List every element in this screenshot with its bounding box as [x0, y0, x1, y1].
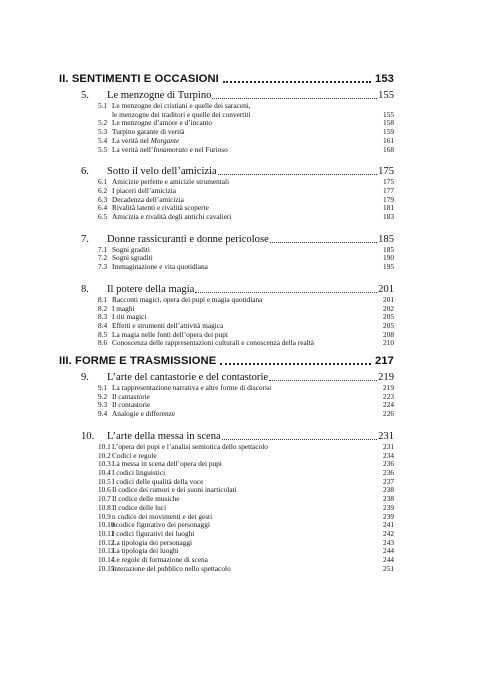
chapter-page: 201: [378, 283, 394, 295]
section-page: 190: [383, 253, 394, 263]
part-title: II. SENTIMENTI E OCCASIONI: [59, 73, 219, 85]
section-entry: [59, 178, 394, 187]
section-number: 5.1: [98, 101, 108, 110]
section-title: Le menzogne d’amore e d’incanto: [112, 119, 213, 128]
section-title: Interazione del pubblico nello spettacolo: [112, 564, 231, 573]
section-entry: [59, 263, 394, 272]
section-number: 10.6: [98, 485, 111, 495]
italic-work-title: Innamorato: [153, 145, 188, 154]
section-title: La tipologia dei personaggi: [112, 538, 193, 547]
part-title: III. FORME E TRASMISSIONE: [59, 355, 217, 368]
section-title: Il contastorie: [112, 401, 151, 410]
section-page: 244: [383, 546, 394, 556]
section-page: 208: [383, 329, 394, 339]
section-page: 158: [383, 118, 394, 128]
chapter-entry: [59, 90, 394, 102]
section-number: 6.5: [98, 212, 108, 222]
section-page: 168: [383, 144, 394, 154]
dot-leader: [223, 80, 371, 83]
section-title: I codici delle qualità della voce: [112, 477, 204, 486]
section-number: 10.7: [98, 494, 111, 504]
section-entry: [59, 137, 394, 146]
dot-leader: [220, 362, 371, 365]
section-page: 238: [383, 494, 394, 504]
dot-leader: [195, 291, 377, 293]
section-entry: [59, 146, 394, 155]
section-title: La messa in scena dell’opera dei pupi: [112, 460, 222, 469]
section-page: 181: [383, 203, 394, 213]
section-number: 9.2: [98, 391, 108, 401]
section-title: La rappresentazione narrativa e altre forme di discorso: [112, 384, 272, 393]
section-title: I codici figurativi dei luoghi: [112, 529, 195, 538]
section-number: 6.1: [98, 177, 108, 187]
section-number: 10.11: [98, 528, 115, 538]
section-title: La magia nelle fonti dell’opera dei pupi: [112, 330, 228, 339]
chapter-page: 231: [378, 430, 394, 442]
section-number: 8.3: [98, 312, 108, 322]
dot-leader: [218, 173, 377, 175]
chapter-number: 5.: [81, 90, 89, 101]
part-page: 217: [375, 355, 394, 368]
section-number: 10.14: [98, 555, 115, 565]
section-number: 5.4: [98, 135, 108, 145]
spacer: [59, 272, 394, 284]
section-page: 224: [383, 400, 394, 410]
chapter-number: 6.: [81, 166, 89, 178]
chapter-entry: [59, 234, 394, 246]
chapter-title: Il potere della magia: [107, 283, 195, 295]
section-title: Le regole di formazione di scena: [112, 556, 208, 565]
section-page: 205: [383, 320, 394, 330]
section-title: Amicizie perfette e amicizie strumentali: [112, 178, 230, 187]
section-entry: [59, 313, 394, 322]
chapter-number: 7.: [81, 233, 89, 245]
chapter-entry: [59, 372, 394, 384]
section-number: 7.1: [98, 244, 108, 254]
section-number: 10.10: [98, 520, 115, 530]
section-entry: [59, 296, 394, 305]
chapter-page: 155: [378, 90, 394, 101]
section-page: 223: [383, 391, 394, 401]
section-title: Analogie e differenze: [112, 410, 176, 419]
section-page: 237: [383, 476, 394, 486]
section-number: 6.3: [98, 194, 108, 204]
section-title: Il codice delle musiche: [112, 495, 180, 504]
section-entry: [59, 565, 394, 574]
section-number: 5.2: [98, 118, 108, 128]
section-page: 234: [383, 450, 394, 460]
chapter-number: 8.: [81, 283, 89, 295]
section-entry: [59, 331, 394, 340]
section-entry: [59, 305, 394, 314]
chapter-title: Sotto il velo dell’amicizia: [107, 166, 217, 178]
chapter-entry: [59, 166, 394, 178]
section-number: 7.3: [98, 262, 108, 272]
section-title: La verità nel Morgante: [112, 136, 180, 145]
dot-leader: [212, 97, 377, 99]
section-title: Decadenza dell’amicizia: [112, 195, 184, 204]
section-entry: [59, 187, 394, 196]
section-number: 10.5: [98, 476, 111, 486]
spacer: [59, 419, 394, 431]
section-title: Rivalità latenti e rivalità scoperte: [112, 204, 209, 213]
section-entry: [59, 393, 394, 402]
section-title: L’opera dei pupi e l’analisi semiotica dello spettacolo: [112, 442, 268, 451]
section-page: 238: [383, 485, 394, 495]
section-title: Immaginazione e vita quotidiana: [112, 263, 208, 272]
section-page: 242: [383, 528, 394, 538]
section-number: 8.4: [98, 320, 108, 330]
section-page: 195: [383, 262, 394, 272]
section-entry: [59, 128, 394, 137]
section-title: Sogni sgraditi: [112, 254, 153, 263]
section-number: 9.1: [98, 383, 108, 393]
section-page: 236: [383, 459, 394, 469]
section-number: 7.2: [98, 253, 108, 263]
section-number: 10.8: [98, 502, 111, 512]
chapter-title: L’arte della messa in scena: [107, 430, 221, 442]
section-title: Amicizia e rivalità degli antichi cavalieri: [112, 213, 232, 222]
section-title: Il cantastorie: [112, 392, 150, 401]
dot-leader: [269, 379, 377, 381]
section-entry: [59, 213, 394, 222]
section-entry: [59, 246, 394, 255]
section-title: La tipologia dei luoghi: [112, 547, 179, 556]
table-of-contents: [59, 72, 394, 573]
section-number: 10.12: [98, 537, 115, 547]
chapter-page: 175: [378, 166, 394, 178]
chapter-page: 219: [378, 372, 394, 384]
section-page: 159: [383, 127, 394, 137]
section-page: 179: [383, 194, 394, 204]
section-title: ncodice figurativo dei personaggi: [112, 521, 210, 530]
section-number: 5.5: [98, 144, 108, 154]
section-page: 251: [383, 563, 394, 573]
section-page: 185: [383, 244, 394, 254]
section-page: 161: [383, 135, 394, 145]
section-number: 10.9: [98, 511, 111, 521]
section-page: 236: [383, 467, 394, 477]
section-title: Racconti magici, opera dei pupi e magia quotidiana: [112, 295, 263, 304]
section-number: 9.4: [98, 409, 108, 419]
section-entry: [59, 119, 394, 128]
section-page: 219: [383, 383, 394, 393]
chapter-title: Donne rassicuranti e donne pericolose: [107, 233, 269, 245]
section-page: 241: [383, 520, 394, 530]
section-entry: [59, 196, 394, 205]
section-title: I codici linguistici: [112, 468, 166, 477]
section-entry: [59, 339, 394, 348]
chapter-title: L’arte del cantastorie e del contastorie: [107, 372, 269, 384]
section-entry: [59, 384, 394, 393]
section-title: le menzogne dei traditori e quelle dei convertiti: [112, 110, 251, 119]
section-number: 8.5: [98, 329, 108, 339]
section-entry: [59, 254, 394, 263]
section-number: 6.4: [98, 203, 108, 213]
section-page: 175: [383, 177, 394, 187]
section-title: La verità nell’Innamorato e nel Furioso: [112, 145, 228, 154]
section-number: 10.13: [98, 546, 115, 556]
section-title: Effetti e strumenti dell’attività magica: [112, 321, 224, 330]
section-page: 205: [383, 312, 394, 322]
section-entry: [59, 102, 394, 111]
dot-leader: [270, 241, 377, 243]
section-entry: [59, 410, 394, 419]
section-title: Turpino garante di verità: [112, 128, 185, 137]
section-page: 201: [383, 294, 394, 304]
section-page: 183: [383, 212, 394, 222]
section-title: Codici e regole: [112, 451, 157, 460]
section-page: 202: [383, 303, 394, 313]
chapter-number: 9.: [81, 372, 89, 384]
chapter-title: Le menzogne di Turpino: [107, 90, 212, 101]
section-entry: [59, 322, 394, 331]
section-page: 231: [383, 441, 394, 451]
spacer: [59, 222, 394, 234]
italic-work-title: Morgante: [150, 136, 180, 145]
section-number: 6.2: [98, 185, 108, 195]
section-title: Le menzogne dei cristiani e quelle dei saraceni,: [112, 102, 251, 110]
section-page: 210: [383, 338, 394, 348]
section-number: 5.3: [98, 127, 108, 137]
section-page: 244: [383, 555, 394, 565]
section-page: 155: [383, 109, 394, 119]
section-number: 10.3: [98, 459, 111, 469]
part-heading: [59, 72, 394, 87]
section-title: I riti magici: [112, 313, 147, 322]
dot-leader: [222, 438, 377, 440]
chapter-entry: [59, 284, 394, 296]
section-number: 10.4: [98, 467, 111, 477]
section-page: 239: [383, 511, 394, 521]
section-number: 10.2: [98, 450, 111, 460]
section-entry: [59, 204, 394, 213]
section-number: 9.3: [98, 400, 108, 410]
chapter-page: 185: [378, 233, 394, 245]
section-title: Sogni graditi: [112, 245, 150, 254]
part-heading: [59, 354, 394, 369]
section-page: 239: [383, 502, 394, 512]
section-number: 8.1: [98, 294, 108, 304]
section-page: 177: [383, 185, 394, 195]
spacer: [59, 154, 394, 166]
section-title: I maghi: [112, 304, 135, 313]
section-title: Il codice delle luci: [112, 503, 167, 512]
section-number: 8.2: [98, 303, 108, 313]
section-title: Conoscenza delle rappresentazioni culturali e conoscenza della realtà: [112, 339, 314, 348]
section-page: 226: [383, 409, 394, 419]
section-number: 8.6: [98, 338, 108, 348]
section-page: 243: [383, 537, 394, 547]
section-entry: [59, 111, 394, 120]
section-title: I piaceri dell’amicizia: [112, 186, 177, 195]
section-number: 10.15: [98, 563, 115, 573]
part-page: 153: [375, 73, 394, 85]
chapter-number: 10.: [81, 430, 95, 442]
section-number: 10.1: [98, 441, 111, 451]
section-title: n codice dei movimenti e dei gesti: [112, 512, 213, 521]
section-title: Il codice dei rumori e dei suoni inarticolati: [112, 486, 237, 495]
section-entry: [59, 401, 394, 410]
